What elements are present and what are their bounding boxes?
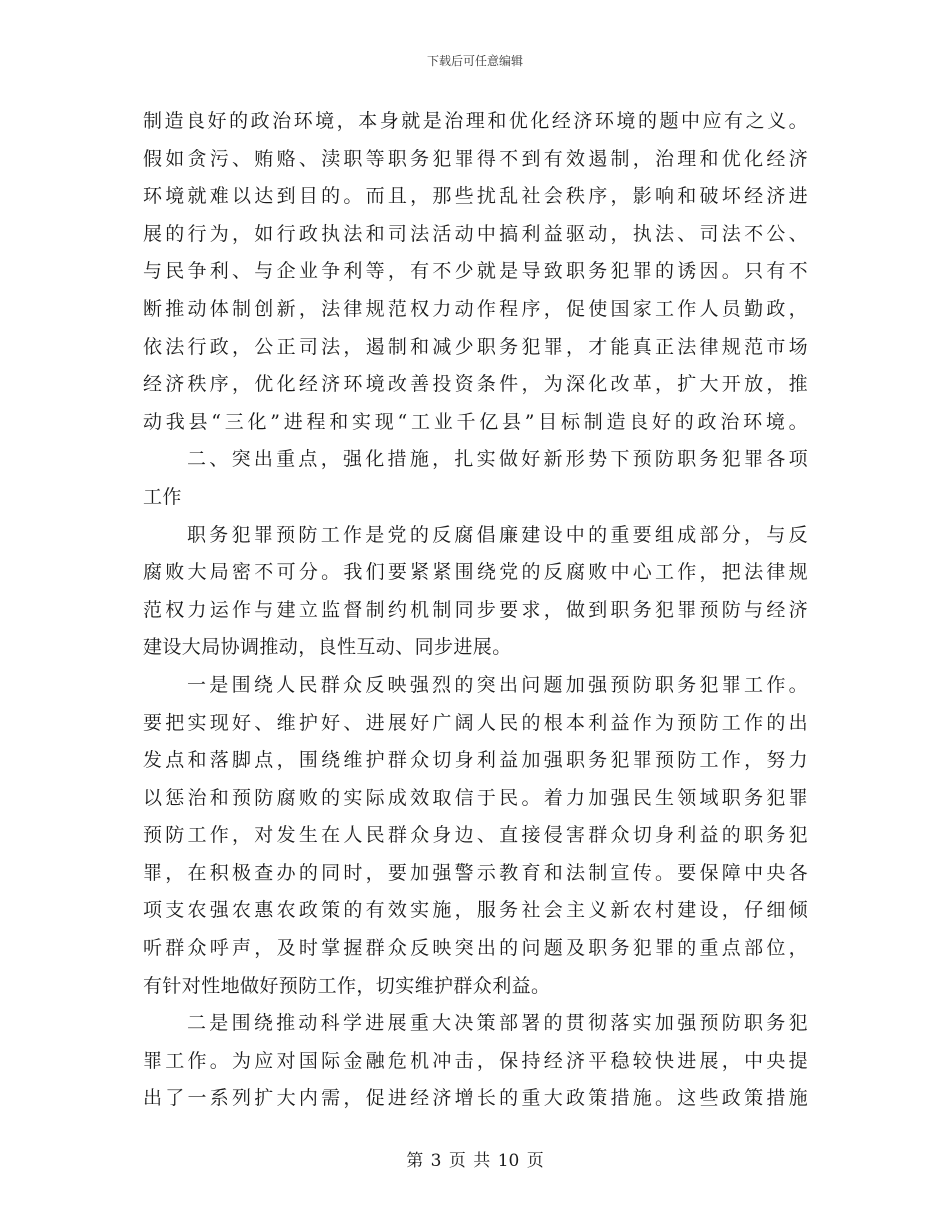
body-text-line: 腐败大局密不可分。我们要紧紧围绕党的反腐败中心工作，把法律规: [143, 561, 808, 584]
body-text-line: 断推动体制创新，法律规范权力动作程序，促使国家工作人员勤政，: [143, 297, 808, 320]
body-text-line: 二、突出重点，强化措施，扎实做好新形势下预防职务犯罪各项: [187, 448, 808, 471]
body-text-line: 假如贪污、贿赂、渎职等职务犯罪得不到有效遏制，治理和优化经济: [143, 147, 808, 170]
body-text-line: 要把实现好、维护好、进展好广阔人民的根本利益作为预防工作的出: [143, 711, 808, 734]
body-text-line: 项支农强农惠农政策的有效实施，服务社会主义新农村建设，仔细倾: [143, 899, 808, 922]
body-text-line: 环境就难以达到目的。而且，那些扰乱社会秩序，影响和破坏经济进: [143, 185, 808, 208]
body-text-line: 罪工作。为应对国际金融危机冲击，保持经济平稳较快进展，中央提: [143, 1049, 808, 1072]
body-text-line: 动我县“三化”进程和实现“工业千亿县”目标制造良好的政治环境。: [143, 410, 808, 433]
body-text-line: 一是围绕人民群众反映强烈的突出问题加强预防职务犯罪工作。: [187, 673, 808, 696]
body-text-line: 罪，在积极查办的同时，要加强警示教育和法制宣传。要保障中央各: [143, 861, 808, 884]
body-text-line: 与民争利、与企业争利等，有不少就是导致职务犯罪的诱因。只有不: [143, 260, 808, 283]
body-text-line: 听群众呼声，及时掌握群众反映突出的问题及职务犯罪的重点部位，: [143, 937, 808, 960]
body-text-line: 工作: [143, 485, 182, 508]
body-text-line: 发点和落脚点，围绕维护群众切身利益加强职务犯罪预防工作，努力: [143, 749, 808, 772]
body-text-line: 展的行为，如行政执法和司法活动中搞利益驱动，执法、司法不公、: [143, 222, 808, 245]
body-text-line: 范权力运作与建立监督制约机制同步要求，做到职务犯罪预防与经济: [143, 598, 808, 621]
body-text-line: 以惩治和预防腐败的实际成效取信于民。着力加强民生领域职务犯罪: [143, 786, 808, 809]
body-text-line: 预防工作，对发生在人民群众身边、直接侵害群众切身利益的职务犯: [143, 824, 808, 847]
body-text-line: 出了一系列扩大内需，促进经济增长的重大政策措施。这些政策措施: [143, 1087, 808, 1110]
body-text-line: 职务犯罪预防工作是党的反腐倡廉建设中的重要组成部分，与反: [187, 523, 808, 546]
document-body: [143, 103, 808, 1118]
body-text-line: 有针对性地做好预防工作，切实维护群众利益。: [143, 974, 551, 997]
body-text-line: 二是围绕推动科学进展重大决策部署的贯彻落实加强预防职务犯: [187, 1012, 808, 1035]
page-header-note: 下载后可任意编辑: [426, 54, 523, 68]
page-number-footer: 第 3 页 共 10 页: [406, 1151, 544, 1171]
body-text-line: 制造良好的政治环境，本身就是治理和优化经济环境的题中应有之义。: [143, 110, 808, 132]
body-text-line: 建设大局协调推动，良性互动、同步进展。: [143, 636, 512, 659]
body-text-line: 经济秩序，优化经济环境改善投资条件，为深化改革，扩大开放，推: [143, 373, 808, 396]
body-text-line: 依法行政，公正司法，遏制和减少职务犯罪，才能真正法律规范市场: [143, 335, 808, 358]
